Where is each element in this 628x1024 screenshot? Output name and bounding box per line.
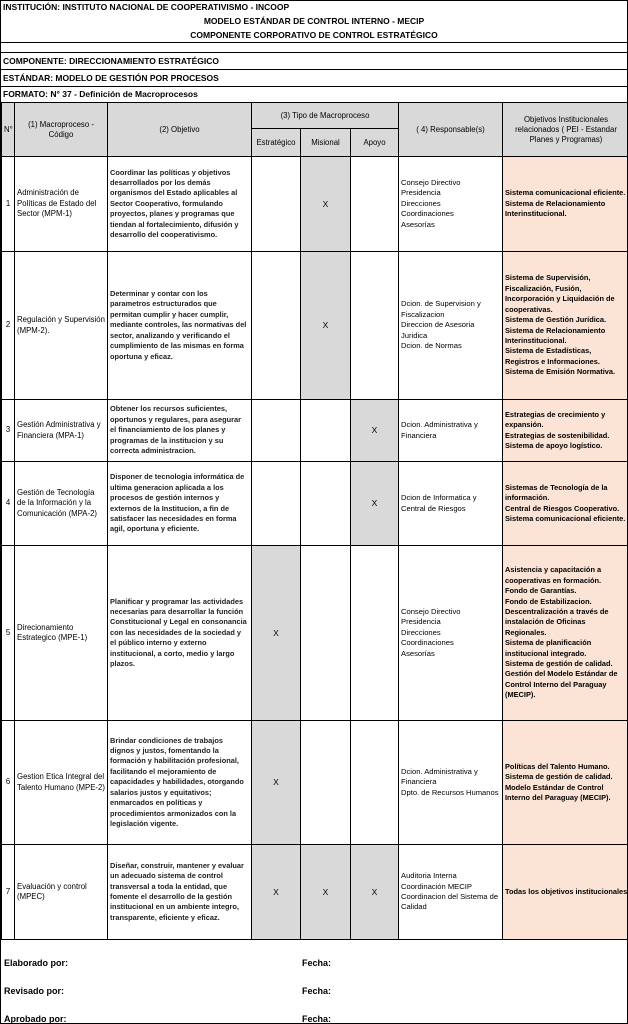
responsible-text: Dcion de Informatica y Central de Riesgos [399,462,503,546]
macroprocess-code: Gestion Etica Integral del Talento Humano (MPE-2) [15,721,108,845]
institutional-objectives: Sistema comunicacional eficiente. Sistema de Relacionamiento Interinstitucional. [503,157,628,252]
type-estrategico: X [252,546,301,721]
table-row [2,845,628,940]
type-misional [301,546,351,721]
row-number: 1 [2,157,15,252]
table-row [2,462,628,546]
header-apoyo: Apoyo [351,129,399,157]
type-misional: X [301,157,351,252]
macroprocess-code: Gestión Administrativa y Financiera (MPA-1) [15,400,108,462]
institutional-objectives: Políticas del Talento Humano. Sistema de gestión de calidad. Modelo Estándar de Control Interno del Paraguay (MECIP). [503,721,628,845]
responsible-text: Dcion. de Supervision y Fiscalizacion Direccion de Asesoria Juridica Dcion. de Normas [399,252,503,400]
elaborado-label: Elaborado por: [4,958,69,968]
type-misional [301,462,351,546]
signature-row-revisado [1,976,627,1004]
header-macroproceso: (1) Macroproceso - Código [15,103,108,157]
type-apoyo [351,721,399,845]
type-apoyo [351,546,399,721]
table-row [2,400,628,462]
row-number: 6 [2,721,15,845]
row-number: 4 [2,462,15,546]
macroprocess-code: Regulación y Supervisión (MPM-2). [15,252,108,400]
elaborado-date-label: Fecha: [302,958,332,968]
macroprocess-code: Gestión de Tecnología de la Información y la Comunicación (MPA-2) [15,462,108,546]
format-line: FORMATO: N° 37 - Definición de Macroprocesos [3,89,198,99]
macroprocess-code: Direcionamiento Estrategico (MPE-1) [15,546,108,721]
responsible-text: Dcion. Administrativa y Financiera [399,400,503,462]
institutional-objectives: Estrategias de crecimiento y expansión. Estrategias de sostenibilidad. Sistema de apoyo logístico. [503,400,628,462]
objective-text: Determinar y contar con los parametros estructurados que permitan cumplir y hacer cumplir, mediante controles, las normativas del sector, analizando y verificando el cumplimiento de las mismas en forma oportuna y eficaz. [108,252,252,400]
responsible-text: Consejo Directivo Presidencia Direcciones Coordinaciones Asesorías [399,546,503,721]
type-estrategico [252,157,301,252]
row-number: 5 [2,546,15,721]
type-misional [301,721,351,845]
objective-text: Disponer de tecnologia informática de ultima generacion aplicada a los procesos de gestión internos y externos de la Institucion, a fin de satisfacer las necesidades en forma agil, oportuna y eficiente. [108,462,252,546]
objective-text: Planificar y programar las actividades necesarias para desarrollar la función Constitucional y Legal en consonancia con las necesidades de la sociedad y el público interno y externo institucional, a corto, medio y largo plazos. [108,546,252,721]
row-number: 2 [2,252,15,400]
header-responsable: ( 4) Responsable(s) [399,103,503,157]
header-spacer [1,43,627,53]
header-estrategico: Estratégico [252,129,301,157]
macroprocess-code: Evaluación y control (MPEC) [15,845,108,940]
institutional-objectives: Asistencia y capacitación a cooperativas en formación. Fondo de Garantías. Fondo de Estabilizacion. Descentralización a través de instalación de Oficinas Regionales. Sistema de planificación institucional integrado. Sistema de gestión de calidad. Gestión del Modelo Estándar de Control Interno del Paraguay (MECIP). [503,546,628,721]
signature-row-elaborado [1,948,627,976]
aprobado-date-label: Fecha: [302,1014,332,1024]
model-title: MODELO ESTÁNDAR DE CONTROL INTERNO - MECIP [203,15,425,26]
responsible-text: Auditoria Interna Coordinación MECIP Coordinacion del Sistema de Calidad [399,845,503,940]
institutional-objectives: Todas los objetivos institucionales [503,845,628,940]
table-row [2,721,628,845]
objective-text: Brindar condiciones de trabajos dignos y justos, fomentando la formación y habilitación profesional, facilitando el mejoramiento de capacidades y habilidades, otorgando salarios justos y equitativos; enmarcados en políticas y procedimientos armonizados con la legislación vigente. [108,721,252,845]
type-estrategico: X [252,721,301,845]
type-apoyo: X [351,462,399,546]
table-row [2,546,628,721]
type-misional: X [301,252,351,400]
type-estrategico [252,462,301,546]
type-apoyo: X [351,400,399,462]
row-number: 3 [2,400,15,462]
header-misional: Misional [301,129,351,157]
type-apoyo [351,157,399,252]
type-apoyo [351,252,399,400]
macroprocess-table [1,102,628,940]
table-row [2,252,628,400]
signature-row-aprobado [1,1004,627,1024]
row-number: 7 [2,845,15,940]
type-apoyo: X [351,845,399,940]
standard-line: ESTÁNDAR: MODELO DE GESTIÓN POR PROCESOS [1,70,627,87]
macroprocess-code: Administración de Políticas de Estado del Sector (MPM-1) [15,157,108,252]
component-title: COMPONENTE CORPORATIVO DE CONTROL ESTRATÉGICO [1,28,627,43]
revisado-label: Revisado por: [4,986,65,996]
component-line: COMPONENTE: DIRECCIONAMIENTO ESTRATÉGICO [1,53,627,70]
objective-text: Coordinar las políticas y objetivos desarrollados por los demás organismos del Estado aplicables al Sector Cooperativo, formulando proyectos, planes y programas que tiendan al fortalecimiento, difusión y desarrollo del cooperativismo. [108,157,252,252]
institutional-objectives: Sistema de Supervisión, Fiscalización, Fusión, Incorporación y Liquidación de cooperativas. Sistema de Gestión Jurídica. Sistema de Relacionamiento Interinstitucional. Sistema de Estadísticas, Registros e Informaciones. Sistema de Emisión Normativa. [503,252,628,400]
responsible-text: Dcion. Administrativa y Financiera Dpto. de Recursos Humanos [399,721,503,845]
objective-text: Diseñar, construir, mantener y evaluar un adecuado sistema de control transversal a toda la entidad, que fomente el desarrollo de la gestión institucional en un ambiente integro, transparente, eficiente y eficaz. [108,845,252,940]
header-objetivos-institucionales: Objetivos Institucionales relacionados ( PEI - Estandar Planes y Programas) [503,103,628,157]
type-misional [301,400,351,462]
type-estrategico [252,252,301,400]
objective-text: Obtener los recursos suficientes, oportunos y regulares, para asegurar el financiamiento de los planes y programas de la institucion y su correcta administracion. [108,400,252,462]
header-objetivo: (2) Objetivo [108,103,252,157]
table-row [2,157,628,252]
revisado-date-label: Fecha: [302,986,332,996]
institutional-objectives: Sistemas de Tecnología de la información. Central de Riesgos Cooperativo. Sistema comunicacional eficiente. [503,462,628,546]
type-misional: X [301,845,351,940]
responsible-text: Consejo Directivo Presidencia Direcciones Coordinaciones Asesorías [399,157,503,252]
type-estrategico: X [252,845,301,940]
header-n: N° [2,103,15,157]
institution-line: INSTITUCIÓN: INSTITUTO NACIONAL DE COOPERATIVISMO - INCOOP [3,2,290,12]
type-estrategico [252,400,301,462]
aprobado-label: Aprobado por: [4,1014,67,1024]
header-tipo: (3) Tipo de Macroproceso [252,103,399,129]
